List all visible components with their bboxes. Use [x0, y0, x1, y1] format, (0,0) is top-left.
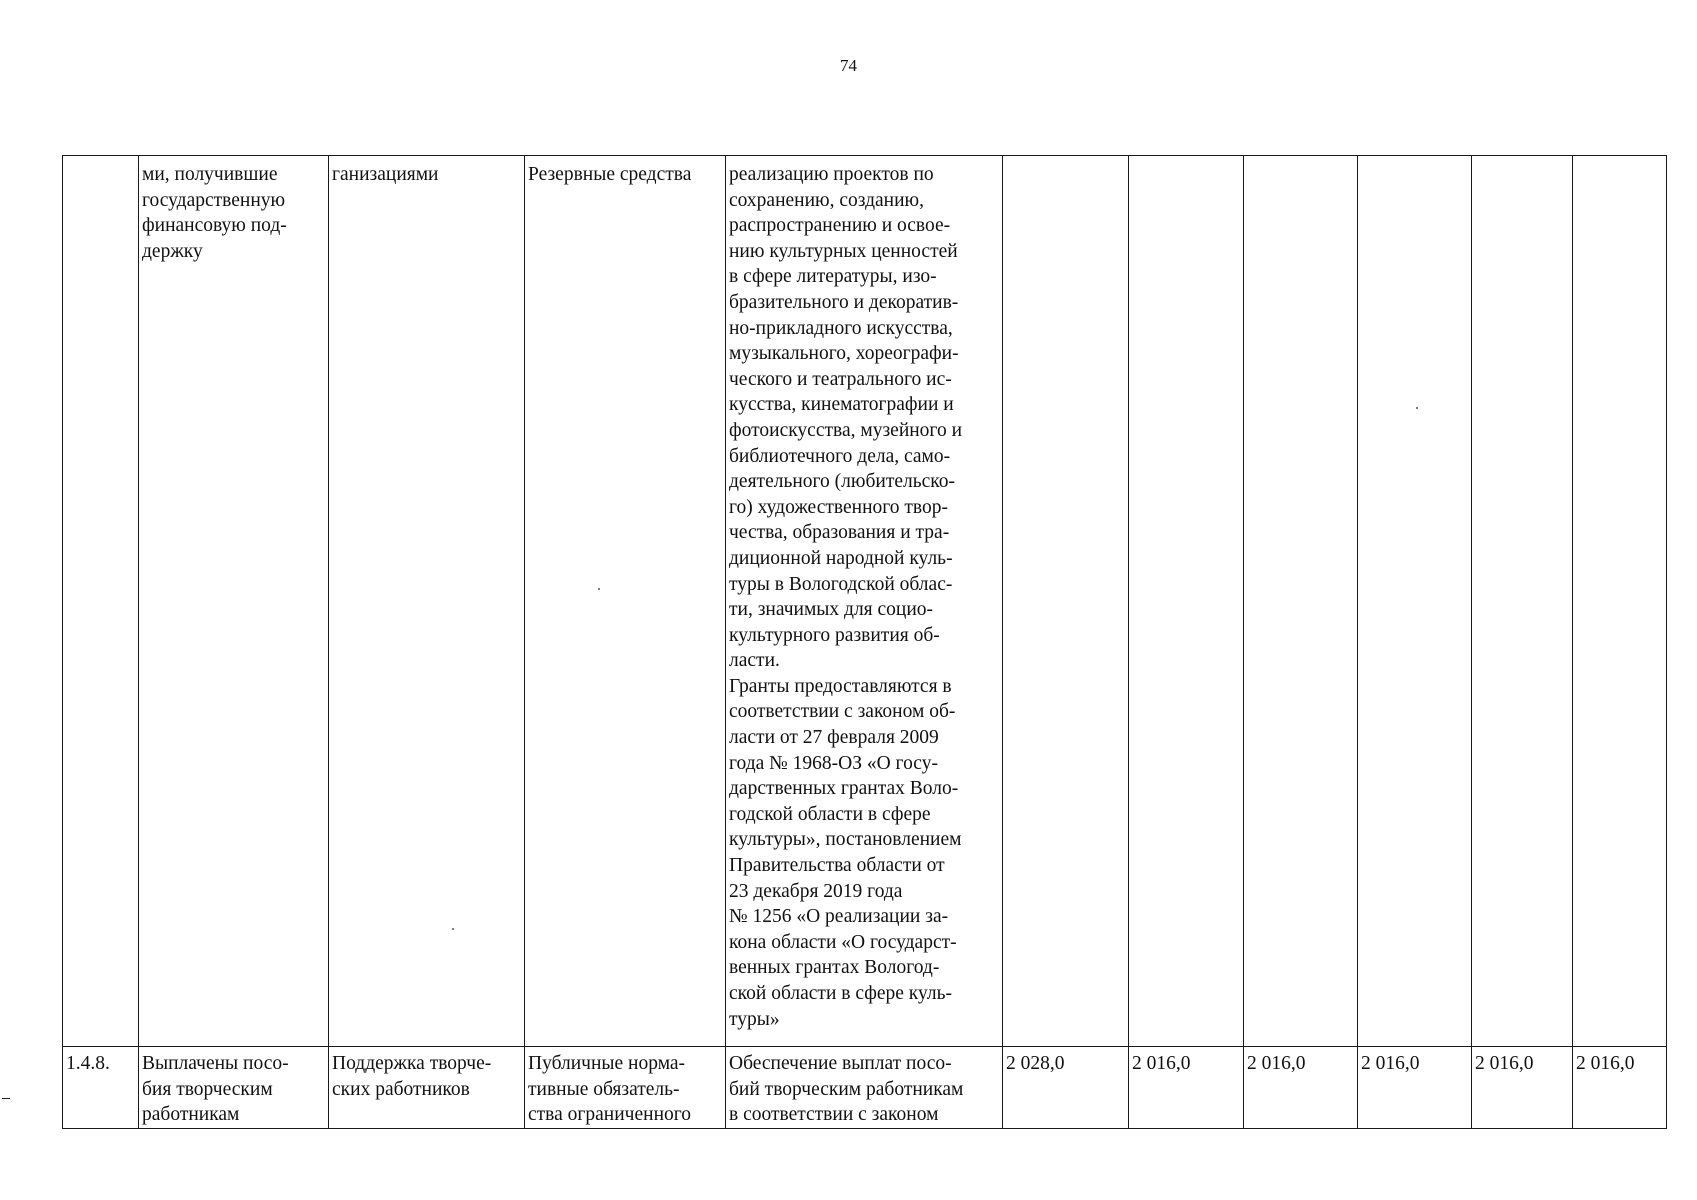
cell-value-2 — [1129, 156, 1244, 1047]
cell-result: Выплачены посо- бия творческим работникам — [139, 1047, 329, 1129]
cell-type: Резервные средства — [525, 156, 726, 1047]
table-row — [63, 1047, 1667, 1129]
cell-value-3 — [1244, 156, 1358, 1047]
cell-value-4: 2 016,0 — [1358, 1047, 1472, 1129]
scan-speck — [598, 588, 600, 590]
cell-value-1 — [1003, 156, 1129, 1047]
margin-mark — [2, 1098, 10, 1099]
cell-value-2: 2 016,0 — [1129, 1047, 1244, 1129]
cell-description: реализацию проектов по сохранению, созданию, распространению и освое- нию культурных ценностей в сфере литературы, изо- бразительного и декоратив- но-прикладного искусства, музыкального, хореографи- ческого и театрального ис- кусства, кинематографии и фотоискусства, музейного и библиотечного дела, само- деятельного (любительско- го) художественного твор- чества, образования и тра- диционной народной куль- туры в Вологодской облас- ти, значимых для социо- культурного развития об- ласти. Гранты предоставляются в соответствии с законом об- ласти от 27 февраля 2009 года № 1968-ОЗ «О госу- дарственных грантах Воло- годской области в сфере культуры», постановлением Правительства области от 23 декабря 2019 года № 1256 «О реализации за- кона области «О государст- венных грантах Вологод- ской области в сфере куль- туры» — [726, 156, 1003, 1047]
cell-task: ганизациями — [329, 156, 525, 1047]
cell-type: Публичные норма- тивные обязатель- ства ограниченного — [525, 1047, 726, 1129]
cell-value-5 — [1472, 156, 1573, 1047]
scan-speck — [452, 928, 454, 930]
program-table — [62, 155, 1667, 1129]
scan-speck — [1416, 407, 1418, 409]
cell-value-6 — [1573, 156, 1667, 1047]
cell-number — [63, 156, 139, 1047]
table-row — [63, 156, 1667, 1047]
cell-value-1: 2 028,0 — [1003, 1047, 1129, 1129]
cell-value-5: 2 016,0 — [1472, 1047, 1573, 1129]
cell-value-6: 2 016,0 — [1573, 1047, 1667, 1129]
cell-value-4 — [1358, 156, 1472, 1047]
cell-number: 1.4.8. — [63, 1047, 139, 1129]
cell-result: ми, получившие государственную финансовую под- держку — [139, 156, 329, 1047]
cell-description: Обеспечение выплат посо- бий творческим работникам в соответствии с законом — [726, 1047, 1003, 1129]
page-number: 74 — [840, 56, 857, 75]
cell-value-3: 2 016,0 — [1244, 1047, 1358, 1129]
cell-task: Поддержка творче- ских работников — [329, 1047, 525, 1129]
